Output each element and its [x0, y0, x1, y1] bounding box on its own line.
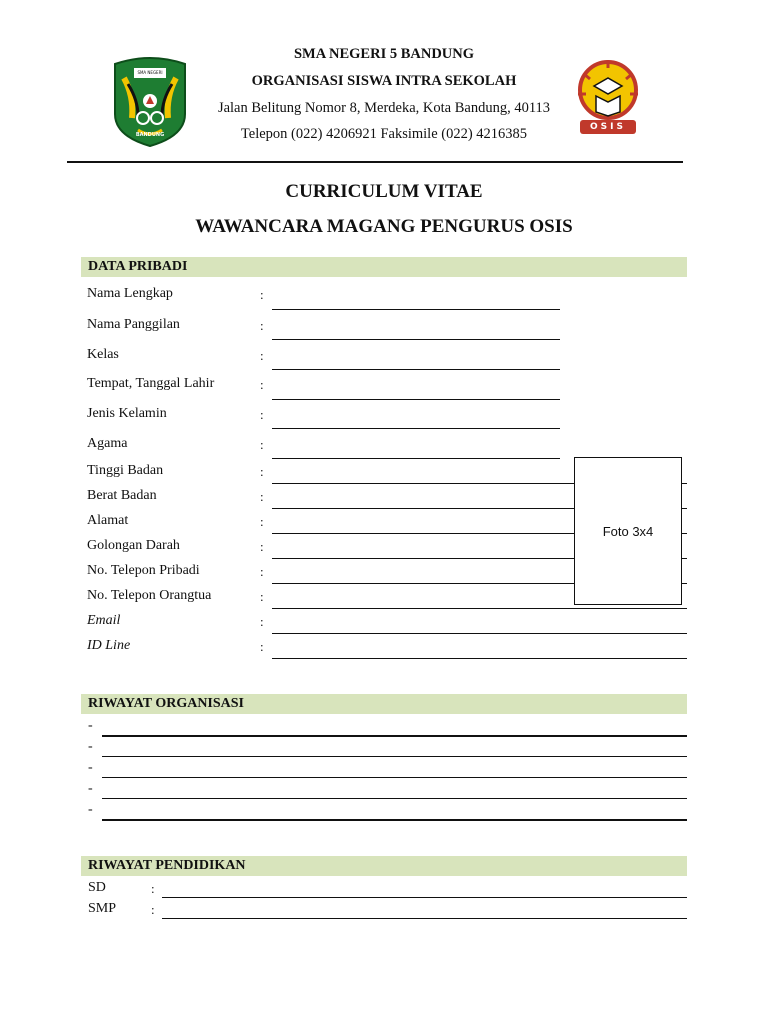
- field-colon: :: [260, 639, 264, 654]
- field-label: Berat Badan: [87, 488, 157, 503]
- org-bullet: -: [88, 739, 93, 754]
- agama-line[interactable]: [272, 458, 560, 459]
- field-label: Golongan Darah: [87, 538, 180, 553]
- section-heading: DATA PRIBADI: [88, 259, 188, 274]
- org-bullet: -: [88, 718, 93, 733]
- school-name: SMA NEGERI 5 BANDUNG: [293, 46, 475, 62]
- org-bullet: -: [88, 760, 93, 775]
- field-colon: :: [260, 318, 264, 333]
- field-label: Tinggi Badan: [87, 463, 164, 478]
- org-bullet: -: [88, 781, 93, 796]
- field-colon: :: [260, 614, 264, 629]
- document-title: CURRICULUM VITAE: [285, 181, 483, 202]
- field-colon: :: [260, 514, 264, 529]
- photo-label: Foto 3x4: [602, 523, 654, 539]
- org-entry-line[interactable]: [102, 756, 687, 757]
- edu-colon: :: [151, 902, 155, 917]
- document-subtitle: WAWANCARA MAGANG PENGURUS OSIS: [195, 216, 573, 237]
- field-label: Jenis Kelamin: [87, 406, 167, 421]
- nama-lengkap-line[interactable]: [272, 309, 560, 310]
- section-data-pribadi: [81, 257, 687, 277]
- id-line-line[interactable]: [272, 658, 687, 659]
- photo-box: [574, 457, 682, 605]
- nama-panggilan-line[interactable]: [272, 339, 560, 340]
- school-phone: Telepon (022) 4206921 Faksimile (022) 4216385: [240, 126, 528, 142]
- field-colon: :: [260, 589, 264, 604]
- field-colon: :: [260, 564, 264, 579]
- field-colon: :: [260, 348, 264, 363]
- field-label: Alamat: [87, 513, 129, 528]
- field-label: Email: [87, 613, 121, 628]
- field-colon: :: [260, 464, 264, 479]
- field-label: Nama Panggilan: [87, 317, 180, 332]
- org-entry-line[interactable]: [102, 735, 687, 737]
- field-label: Kelas: [87, 347, 119, 362]
- field-colon: :: [260, 539, 264, 554]
- section-heading: RIWAYAT PENDIDIKAN: [88, 858, 246, 873]
- section-heading: RIWAYAT ORGANISASI: [88, 696, 245, 711]
- field-colon: :: [260, 377, 264, 392]
- school-address: Jalan Belitung Nomor 8, Merdeka, Kota Bandung, 40113: [217, 100, 551, 116]
- field-label: No. Telepon Orangtua: [87, 588, 212, 603]
- field-label: ID Line: [87, 638, 131, 653]
- smp-line[interactable]: [162, 918, 687, 919]
- kelas-line[interactable]: [272, 369, 560, 370]
- field-label: Tempat, Tanggal Lahir: [87, 376, 215, 391]
- field-label: No. Telepon Pribadi: [87, 563, 200, 578]
- edu-colon: :: [151, 881, 155, 896]
- org-entry-line[interactable]: [102, 819, 687, 821]
- field-colon: :: [260, 287, 264, 302]
- edu-label-smp: SMP: [88, 901, 117, 916]
- logo-left-text-top: SMA NEGERI: [137, 70, 163, 75]
- ttl-line[interactable]: [272, 399, 560, 400]
- field-colon: :: [260, 407, 264, 422]
- org-entry-line[interactable]: [102, 777, 687, 778]
- sd-line[interactable]: [162, 897, 687, 898]
- field-colon: :: [260, 489, 264, 504]
- org-bullet: -: [88, 802, 93, 817]
- section-riwayat-organisasi: [81, 694, 687, 714]
- logo-left-text-bottom: BANDUNG: [135, 132, 165, 138]
- section-riwayat-pendidikan: [81, 856, 687, 876]
- organization-name: ORGANISASI SISWA INTRA SEKOLAH: [251, 73, 517, 89]
- field-label: Nama Lengkap: [87, 286, 173, 301]
- jenis-kelamin-line[interactable]: [272, 428, 560, 429]
- edu-label-sd: SD: [88, 880, 106, 895]
- email-line[interactable]: [272, 633, 687, 634]
- header-divider: [67, 161, 683, 163]
- field-colon: :: [260, 437, 264, 452]
- field-label: Agama: [87, 436, 128, 451]
- osis-label: OSIS: [590, 122, 626, 132]
- org-entry-line[interactable]: [102, 798, 687, 799]
- telepon-orangtua-line[interactable]: [272, 608, 687, 609]
